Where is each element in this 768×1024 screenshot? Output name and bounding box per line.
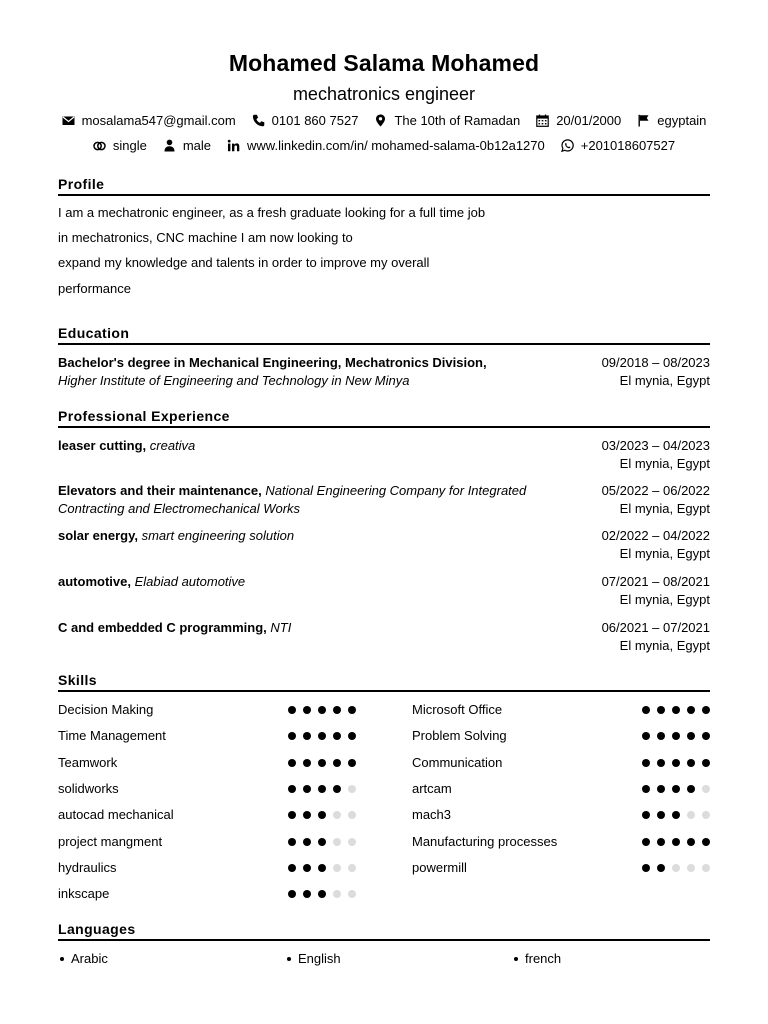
skill-name: Microsoft Office xyxy=(412,702,503,717)
calendar-icon xyxy=(536,114,549,127)
skill-dot-filled xyxy=(672,759,680,767)
language-name: french xyxy=(525,951,562,966)
bullet-icon xyxy=(60,957,64,961)
section-title-languages: Languages xyxy=(58,921,710,941)
skill-dot-filled xyxy=(288,838,296,846)
skill-name: artcam xyxy=(412,780,452,796)
skill-dot-filled xyxy=(642,838,650,846)
skill-row xyxy=(412,755,722,771)
skill-dot-filled xyxy=(657,864,665,872)
education-dates: 09/2018 – 08/2023 xyxy=(601,355,710,370)
contact-row-1 xyxy=(0,113,768,128)
skill-level-dots xyxy=(642,785,710,793)
skill-row xyxy=(58,807,368,823)
skill-dot-filled xyxy=(687,838,695,846)
profile-line: I am a mechatronic engineer, as a fresh graduate looking for a full time job xyxy=(58,205,486,220)
skill-dot-filled xyxy=(657,706,665,714)
skill-name: inkscape xyxy=(58,886,110,902)
job-title: mechatronics engineer xyxy=(292,84,476,104)
skill-dot-filled xyxy=(687,706,695,714)
skill-name: autocad mechanical xyxy=(58,807,174,823)
skill-dot-filled xyxy=(642,732,650,740)
skill-dot-filled xyxy=(333,785,341,793)
skill-dot-filled xyxy=(333,706,341,714)
skill-row xyxy=(58,886,368,902)
language-name: Arabic xyxy=(71,951,108,966)
experience-company-continued: Contracting and Electromechanical Works xyxy=(58,500,301,516)
envelope-icon xyxy=(62,114,75,127)
contact-location xyxy=(374,113,520,128)
section-title-experience: Professional Experience xyxy=(58,408,710,428)
skill-dot-filled xyxy=(333,732,341,740)
skill-level-dots xyxy=(288,759,356,767)
skill-dot-filled xyxy=(348,732,356,740)
skill-row xyxy=(58,860,368,876)
person-icon xyxy=(163,139,176,152)
skill-dot-filled xyxy=(672,838,680,846)
experience-company: smart engineering solution xyxy=(141,528,295,543)
skill-row xyxy=(58,755,368,771)
experience-dates: 03/2023 – 04/2023 xyxy=(601,438,710,453)
skill-name: Problem Solving xyxy=(412,728,507,744)
skill-dot-empty xyxy=(333,838,341,846)
language-item xyxy=(287,951,341,966)
skill-level-dots xyxy=(642,811,710,819)
skill-dot-filled xyxy=(642,785,650,793)
contact-birthdate xyxy=(536,113,621,128)
profile-line: in mechatronics, CNC machine I am now looking to xyxy=(58,230,353,245)
experience-dates: 07/2021 – 08/2021 xyxy=(601,574,710,589)
skill-level-dots xyxy=(288,811,356,819)
whatsapp-text: +201018607527 xyxy=(580,138,676,153)
skill-dot-empty xyxy=(702,811,710,819)
skill-row xyxy=(412,834,722,850)
contact-linkedin[interactable] xyxy=(227,138,545,153)
skill-level-dots xyxy=(288,732,356,740)
language-item xyxy=(60,951,108,966)
skill-dot-filled xyxy=(672,732,680,740)
skill-dot-filled xyxy=(318,785,326,793)
skill-dot-filled xyxy=(303,811,311,819)
skill-dot-filled xyxy=(303,785,311,793)
bullet-icon xyxy=(514,957,518,961)
skill-dot-filled xyxy=(642,759,650,767)
skill-dot-filled xyxy=(672,785,680,793)
experience-location: El mynia, Egypt xyxy=(619,500,710,516)
contact-whatsapp[interactable] xyxy=(561,138,675,153)
experience-title: automotive, xyxy=(58,574,131,589)
location-text: The 10th of Ramadan xyxy=(394,113,521,128)
experience-dates: 06/2021 – 07/2021 xyxy=(601,620,710,635)
person-name: Mohamed Salama Mohamed xyxy=(228,50,540,76)
experience-company: creativa xyxy=(149,438,196,453)
experience-company: NTI xyxy=(270,620,292,635)
skill-dot-filled xyxy=(348,706,356,714)
skill-dot-filled xyxy=(642,811,650,819)
skill-dot-filled xyxy=(303,890,311,898)
skill-dot-filled xyxy=(288,732,296,740)
skill-dot-filled xyxy=(657,759,665,767)
linkedin-text: www.linkedin.com/in/ mohamed-salama-0b12a1270 xyxy=(247,138,545,153)
experience-title: C and embedded C programming, xyxy=(58,620,267,635)
experience-company: National Engineering Company for Integrated xyxy=(265,483,527,498)
skill-name: hydraulics xyxy=(58,859,117,875)
skill-dot-filled xyxy=(318,838,326,846)
experience-dates: 05/2022 – 06/2022 xyxy=(601,483,710,498)
skill-dot-filled xyxy=(288,759,296,767)
flag-icon xyxy=(637,114,650,127)
skill-level-dots xyxy=(288,838,356,846)
education-location: El mynia, Egypt xyxy=(619,372,710,388)
skill-name: Teamwork xyxy=(58,754,118,770)
experience-location: El mynia, Egypt xyxy=(619,637,710,653)
experience-dates: 02/2022 – 04/2022 xyxy=(601,528,710,543)
contact-phone[interactable] xyxy=(252,113,359,128)
skill-row xyxy=(412,807,722,823)
skill-dot-filled xyxy=(288,706,296,714)
skill-dot-empty xyxy=(687,864,695,872)
profile-line: expand my knowledge and talents in order to improve my overall xyxy=(58,255,430,270)
skill-level-dots xyxy=(642,838,710,846)
skill-name: Decision Making xyxy=(58,702,154,717)
skill-dot-filled xyxy=(657,732,665,740)
birthdate-text: 20/01/2000 xyxy=(556,113,622,128)
nationality-text: egyptain xyxy=(657,113,707,128)
skill-dot-filled xyxy=(687,732,695,740)
skill-dot-filled xyxy=(288,864,296,872)
skill-row xyxy=(412,860,722,876)
experience-title: Elevators and their maintenance, xyxy=(58,483,262,498)
rings-icon xyxy=(93,139,106,152)
skill-level-dots xyxy=(642,864,710,872)
phone-text: 0101 860 7527 xyxy=(271,113,359,128)
skill-dot-empty xyxy=(348,838,356,846)
contact-marital-status xyxy=(93,138,147,153)
skill-dot-filled xyxy=(702,706,710,714)
skill-dot-filled xyxy=(702,759,710,767)
skill-dot-filled xyxy=(303,732,311,740)
skill-level-dots xyxy=(288,890,356,898)
experience-company: Elabiad automotive xyxy=(134,574,246,589)
experience-location: El mynia, Egypt xyxy=(619,545,710,561)
skill-row xyxy=(58,781,368,797)
skill-dot-filled xyxy=(702,732,710,740)
skill-row xyxy=(58,702,368,718)
skill-level-dots xyxy=(288,864,356,872)
skill-dot-empty xyxy=(348,864,356,872)
skill-name: Communication xyxy=(412,754,503,770)
skill-dot-empty xyxy=(702,864,710,872)
skill-dot-filled xyxy=(318,864,326,872)
skill-dot-empty xyxy=(687,811,695,819)
skill-level-dots xyxy=(288,706,356,714)
skill-name: powermill xyxy=(412,859,467,875)
language-item xyxy=(514,951,561,966)
skill-dot-filled xyxy=(333,759,341,767)
skill-dot-filled xyxy=(288,785,296,793)
education-degree: Bachelor's degree in Mechanical Engineering, Mechatronics Division, xyxy=(58,355,487,370)
skill-row xyxy=(412,702,722,718)
skill-name: Time Management xyxy=(58,728,166,744)
gender-text: male xyxy=(182,138,212,153)
skill-dot-filled xyxy=(642,706,650,714)
skill-dot-filled xyxy=(642,864,650,872)
skill-dot-filled xyxy=(657,785,665,793)
skill-row xyxy=(58,834,368,850)
skill-dot-empty xyxy=(348,785,356,793)
phone-icon xyxy=(252,114,265,127)
skill-dot-filled xyxy=(303,838,311,846)
experience-title: leaser cutting, xyxy=(58,438,147,453)
skill-row xyxy=(58,728,368,744)
skill-name: solidworks xyxy=(58,780,119,796)
skill-level-dots xyxy=(642,759,710,767)
skill-dot-filled xyxy=(318,706,326,714)
skill-dot-filled xyxy=(657,811,665,819)
skill-dot-empty xyxy=(333,811,341,819)
contact-row-2 xyxy=(0,138,768,153)
skill-name: project mangment xyxy=(58,833,163,849)
contact-gender xyxy=(163,138,211,153)
skill-dot-empty xyxy=(672,864,680,872)
skill-row xyxy=(412,728,722,744)
skill-dot-filled xyxy=(288,890,296,898)
bullet-icon xyxy=(287,957,291,961)
whatsapp-icon xyxy=(561,139,574,152)
section-title-skills: Skills xyxy=(58,672,710,692)
section-title-education: Education xyxy=(58,325,710,345)
skill-dot-filled xyxy=(318,811,326,819)
experience-location: El mynia, Egypt xyxy=(619,591,710,607)
skill-dot-filled xyxy=(672,706,680,714)
skill-dot-filled xyxy=(303,706,311,714)
skill-dot-empty xyxy=(348,890,356,898)
email-text: mosalama547@gmail.com xyxy=(81,113,236,128)
skill-dot-filled xyxy=(318,759,326,767)
skill-name: mach3 xyxy=(412,807,452,823)
linkedin-icon xyxy=(227,139,240,152)
language-name: English xyxy=(298,951,341,966)
contact-email[interactable] xyxy=(62,113,236,128)
skill-dot-filled xyxy=(672,811,680,819)
contact-nationality xyxy=(637,113,706,128)
map-pin-icon xyxy=(374,114,387,127)
experience-title: solar energy, xyxy=(58,528,138,543)
experience-location: El mynia, Egypt xyxy=(619,455,710,471)
education-school: Higher Institute of Engineering and Technology in New Minya xyxy=(58,372,410,388)
skill-dot-filled xyxy=(702,838,710,846)
skill-dot-filled xyxy=(303,759,311,767)
skill-dot-filled xyxy=(687,759,695,767)
profile-line: performance xyxy=(58,281,131,296)
skill-dot-filled xyxy=(303,864,311,872)
skill-row xyxy=(412,781,722,797)
skill-dot-filled xyxy=(288,811,296,819)
section-title-profile: Profile xyxy=(58,176,710,196)
skill-dot-empty xyxy=(348,811,356,819)
skill-name: Manufacturing processes xyxy=(412,833,558,849)
skill-dot-filled xyxy=(318,732,326,740)
marital-status-text: single xyxy=(112,138,147,153)
skill-level-dots xyxy=(642,706,710,714)
skill-dot-filled xyxy=(687,785,695,793)
skill-dot-filled xyxy=(657,838,665,846)
skill-level-dots xyxy=(642,732,710,740)
skill-dot-empty xyxy=(702,785,710,793)
skill-dot-filled xyxy=(348,759,356,767)
skill-dot-empty xyxy=(333,864,341,872)
skill-dot-filled xyxy=(318,890,326,898)
skill-dot-empty xyxy=(333,890,341,898)
skill-level-dots xyxy=(288,785,356,793)
